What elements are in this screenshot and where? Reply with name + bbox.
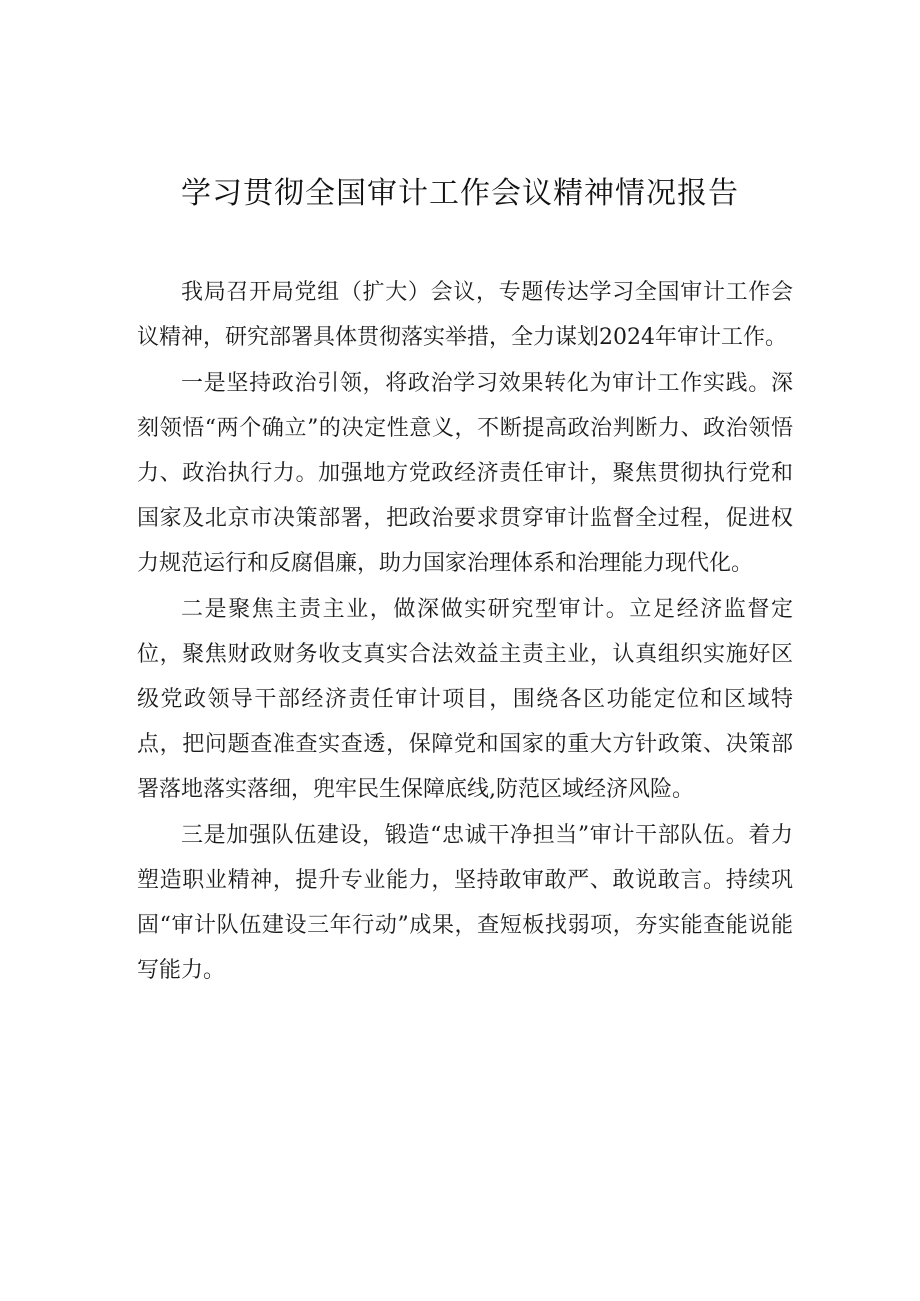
paragraph-point-two: 二是聚焦主责主业，做深做实研究型审计。立足经济监督定位，聚焦财政财务收支真实合法效益主责主业，认真组织实施好区级党政领导干部经济责任审计项目，围绕各区功能定位和区域特点，把问题查准查实查透，保障党和国家的重大方针政策、决策部署落地落实落细，兜牢民生保障底线,防范区域经济风险。 <box>137 597 793 802</box>
document-title: 学习贯彻全国审计工作会议精神情况报告 <box>181 176 739 211</box>
paragraph-point-three: 三是加强队伍建设，锻造“忠诚干净担当”审计干部队伍。着力塑造职业精神，提升专业能力，坚持敢审敢严、敢说敢言。持续巩固“审计队伍建设三年行动”成果，查短板找弱项，夯实能查能说能写能力。 <box>137 823 793 983</box>
paragraph-point-one: 一是坚持政治引领，将政治学习效果转化为审计工作实践。深刻领悟“两个确立”的决定性意义，不断提高政治判断力、政治领悟力、政治执行力。加强地方党政经济责任审计，聚焦贯彻执行党和国家及北京市决策部署，把政治要求贯穿审计监督全过程，促进权力规范运行和反腐倡廉，助力国家治理体系和治理能力现代化。 <box>137 371 793 576</box>
document-body <box>137 270 793 994</box>
paragraph-intro: 我局召开局党组（扩大）会议，专题传达学习全国审计工作会议精神，研究部署具体贯彻落实举措，全力谋划2024年审计工作。 <box>137 280 793 350</box>
